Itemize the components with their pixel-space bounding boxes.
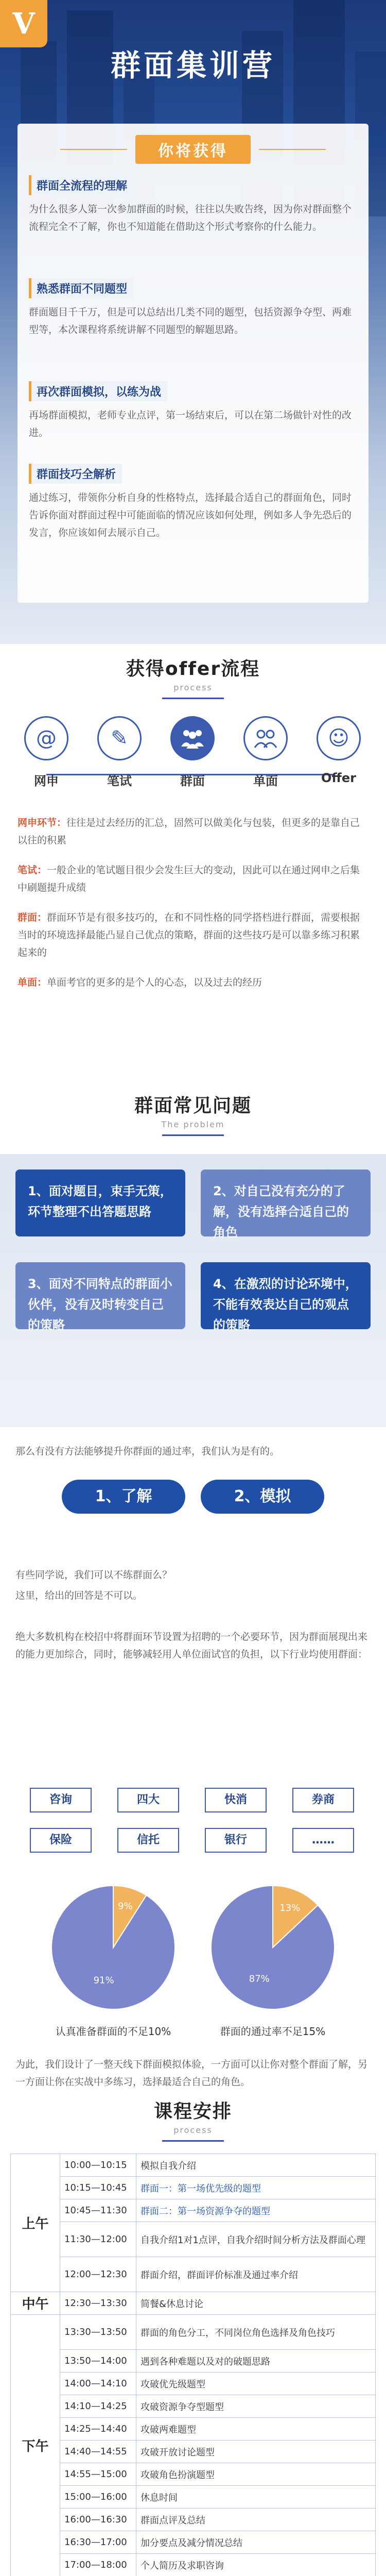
section-subtitle: process (173, 2125, 213, 2135)
flow-desc-key: 单面： (17, 977, 47, 988)
industry-tag: 信托 (117, 1828, 179, 1853)
period-cell: 中午 (11, 2292, 60, 2315)
closing-paragraph: 为此，我们设计了一整天线下群面模拟体验，一方面可以让你对整个群面了解，另一方面让你在实战中多练习，选择最适合自己的角色。 (15, 2059, 368, 2088)
flow-desc (17, 861, 369, 896)
problem-card: 4、在激烈的讨论环境中，不能有效表达自己的观点的策略 (201, 1262, 371, 1329)
gain-item-title: 群面技巧全解析 (29, 464, 122, 484)
table-row (11, 2350, 376, 2372)
table-row (11, 2257, 376, 2292)
event-cell: 攻破优先级题型 (136, 2372, 376, 2395)
table-row (11, 2395, 376, 2418)
flow-step-label: 群面 (180, 774, 205, 788)
pie-data-label: 91% (93, 1975, 114, 1986)
pen-icon: ✎ (97, 716, 142, 760)
table-row (11, 2315, 376, 2350)
event-cell: 自我介绍1对1点评，自我介绍时间分析方法及群面心理 (136, 2222, 376, 2257)
industry-tag: 保险 (30, 1828, 92, 1853)
table-row (11, 2154, 376, 2177)
industry-tag: 咨询 (30, 1788, 92, 1812)
divider (162, 1134, 224, 1136)
time-cell: 14:55—15:00 (60, 2463, 136, 2486)
flow-step (235, 716, 296, 789)
time-cell: 10:00—10:15 (60, 2154, 136, 2177)
gain-item (29, 381, 358, 442)
industry-tag: 快消 (205, 1788, 267, 1812)
time-cell: 14:10—14:25 (60, 2395, 136, 2418)
gain-item-text: 通过练习，带领你分析自身的性格特点，选择最合适自己的群面角色，同时告诉你面对群面过程中可能面临的情况应该如何处理，例如多人争先恐后的发言，你应该如何去展示自己。 (29, 492, 352, 538)
divider (60, 149, 127, 150)
gain-item-title: 群面全流程的理解 (29, 175, 133, 195)
schedule-table (10, 2154, 376, 2576)
pill-simulate: 2、模拟 (201, 1480, 324, 1514)
time-cell: 12:30—13:30 (60, 2292, 136, 2315)
section-subtitle: The problem (161, 1120, 225, 1129)
smile-icon: ☺ (317, 716, 361, 760)
flow-step-label: 笔试 (107, 774, 132, 788)
divider (162, 2140, 224, 2142)
pie-chart-prepare (36, 1880, 190, 2038)
problem-section-header (0, 1091, 386, 1136)
time-cell: 10:15—10:45 (60, 2177, 136, 2199)
divider (162, 698, 224, 699)
flow-desc (17, 974, 369, 991)
gain-item-title: 再次群面模拟，以练为战 (29, 381, 167, 401)
period-cell: 下午 (11, 2315, 60, 2576)
time-cell: 14:25—14:40 (60, 2418, 136, 2441)
people-glyph (253, 728, 278, 749)
time-cell: 14:40—14:55 (60, 2441, 136, 2463)
pie-data-label: 9% (118, 1901, 133, 1912)
pie-svg (206, 1880, 340, 2014)
time-cell: 13:30—13:50 (60, 2315, 136, 2350)
table-row (11, 2554, 376, 2576)
gain-item-text: 为什么很多人第一次参加群面的时候，往往以失败告终，因为你对群面整个流程完全不了解，你也不知道能在借助这个形式考察你的什么能力。 (29, 204, 352, 232)
pie-data-label: 13% (279, 1902, 301, 1913)
gain-card (17, 124, 369, 603)
answer-line: 这里，给出的回答是不可以。 (15, 1590, 143, 1601)
pie-svg (46, 1880, 180, 2014)
event-cell: 群面点评及总结 (136, 2509, 376, 2531)
gain-item-text: 群面题目千千万，但是可以总结出几类不同的题型，包括资源争夺型、两难型等，本次课程将系统讲解不同题型的解题思路。 (29, 307, 352, 335)
industry-grid (30, 1788, 356, 1855)
flow-desc-text: 往往是过去经历的汇总，固然可以做美化与包装，但更多的是靠自己以往的积累 (17, 817, 360, 846)
pie-caption: 认真准备群面的不足10% (55, 2025, 171, 2038)
section-title: 群面常见问题 (134, 1095, 252, 1116)
table-row (11, 2509, 376, 2531)
divider (259, 149, 326, 150)
pie-chart-pass-rate (196, 1880, 350, 2038)
gain-heading-row (17, 135, 369, 164)
logo-mark: V (12, 7, 35, 41)
offer-flow (15, 716, 371, 804)
event-cell: 攻破资源争夺型题型 (136, 2395, 376, 2418)
hero-title: 群面集训营 (110, 48, 275, 83)
problem-lead: 那么有没有方法能够提升你群面的通过率，我们认为是有的。 (15, 1446, 280, 1457)
flow-desc-key: 网申环节： (17, 817, 67, 828)
industry-paragraph: 绝大多数机构在校招中将群面环节设置为招聘的一个必要环节，因为群面展现出来的能力更加综合，同时，能够减轻用人单位面试官的负担，以下行业均使用群面： (15, 1631, 368, 1660)
event-cell: 个人简历及求职咨询 (136, 2554, 376, 2576)
flow-step (89, 716, 150, 789)
event-cell: 加分要点及减分情况总结 (136, 2531, 376, 2554)
flow-desc (17, 909, 369, 961)
time-cell: 17:00—18:00 (60, 2554, 136, 2576)
event-cell: 群面介绍，群面评价标准及通过率介绍 (136, 2257, 376, 2292)
section-title: 获得offer流程 (126, 658, 260, 680)
table-row (11, 2372, 376, 2395)
table-row (11, 2418, 376, 2441)
table-row (11, 2441, 376, 2463)
event-cell: 攻破角色扮演题型 (136, 2463, 376, 2486)
flow-desc-text: 单面考官的更多的是个人的心态，以及过去的经历 (47, 977, 262, 988)
people-icon (243, 716, 288, 760)
gain-item-text: 再场群面模拟，老师专业点评，第一场结束后，可以在第二场做针对性的改进。 (29, 410, 352, 438)
time-cell: 13:50—14:00 (60, 2350, 136, 2372)
time-cell: 10:45—11:30 (60, 2199, 136, 2222)
event-cell: 简餐&休息讨论 (136, 2292, 376, 2315)
gain-item (29, 175, 358, 235)
flow-desc-key: 群面： (17, 912, 47, 923)
industry-tag: 券商 (292, 1788, 354, 1812)
event-cell: 群面二：第一场资源争夺的题型 (136, 2199, 376, 2222)
flow-step (15, 716, 77, 789)
table-row (11, 2177, 376, 2199)
group-icon (170, 716, 215, 760)
pie-caption: 群面的通过率不足15% (220, 2025, 326, 2038)
event-cell: 休息时间 (136, 2486, 376, 2509)
flow-step (308, 716, 370, 785)
question-line: 有些同学说，我们可以不练群面么？ (15, 1569, 172, 1581)
time-cell: 16:30—17:00 (60, 2531, 136, 2554)
event-cell: 群面的角色分工，不同岗位角色选择及角色技巧 (136, 2315, 376, 2350)
time-cell: 14:00—14:10 (60, 2372, 136, 2395)
problem-card: 1、面对题目，束手无策，环节整理不出答题思路 (15, 1170, 185, 1236)
event-cell: 群面一：第一场优先级的题型 (136, 2177, 376, 2199)
schedule-section-header (0, 2097, 386, 2142)
event-cell: 遇到各种难题以及对的破题思路 (136, 2350, 376, 2372)
event-cell: 攻破两难题型 (136, 2418, 376, 2441)
table-row (11, 2292, 376, 2315)
flow-desc (17, 814, 369, 849)
problem-card: 3、面对不同特点的群面小伙伴，没有及时转变自己的策略 (15, 1262, 185, 1329)
problem-card: 2、对自己没有充分的了解，没有选择合适自己的角色 (201, 1170, 371, 1236)
event-cell: 模拟自我介绍 (136, 2154, 376, 2177)
time-cell: 15:00—16:00 (60, 2486, 136, 2509)
flow-step-label: 网申 (34, 774, 59, 788)
table-row (11, 2486, 376, 2509)
time-cell: 16:00—16:30 (60, 2509, 136, 2531)
table-row (11, 2531, 376, 2554)
at-sign-icon: @ (24, 716, 68, 760)
flow-step (162, 716, 223, 789)
gain-item (29, 278, 358, 338)
time-cell: 12:00—12:30 (60, 2257, 136, 2292)
flow-desc-text: 一般企业的笔试题目很少会发生巨大的变动，因此可以在通过网申之后集中刷题提升成绩 (17, 865, 360, 893)
event-cell: 攻破开放讨论题型 (136, 2441, 376, 2463)
period-cell: 上午 (11, 2154, 60, 2292)
table-row (11, 2463, 376, 2486)
gain-item-title: 熟悉群面不同题型 (29, 278, 133, 298)
flow-step-label: 单面 (253, 774, 278, 788)
hero-banner (0, 0, 386, 644)
time-cell: 11:30—12:00 (60, 2222, 136, 2257)
pill-understand: 1、了解 (62, 1480, 185, 1514)
table-row (11, 2222, 376, 2257)
table-row (11, 2199, 376, 2222)
flow-desc-key: 笔试： (17, 865, 47, 876)
flow-step-label: Offer (321, 771, 356, 785)
section-title: 课程安排 (153, 2101, 232, 2122)
brand-logo (0, 0, 47, 47)
gain-item (29, 464, 358, 541)
gain-heading: 你将获得 (135, 135, 251, 164)
industry-tag: …… (292, 1828, 354, 1853)
industry-tag: 银行 (205, 1828, 267, 1853)
industry-tag: 四大 (117, 1788, 179, 1812)
offer-section-header (0, 654, 386, 699)
group-glyph (180, 728, 205, 749)
pie-data-label: 87% (249, 1973, 270, 1985)
section-subtitle: process (173, 683, 213, 692)
flow-desc-text: 群面环节是有很多技巧的，在和不同性格的同学搭档进行群面，需要根据当时的环境选择最能凸显自己优点的策略，群面的这些技巧是可以靠多练习积累起来的 (17, 912, 360, 958)
